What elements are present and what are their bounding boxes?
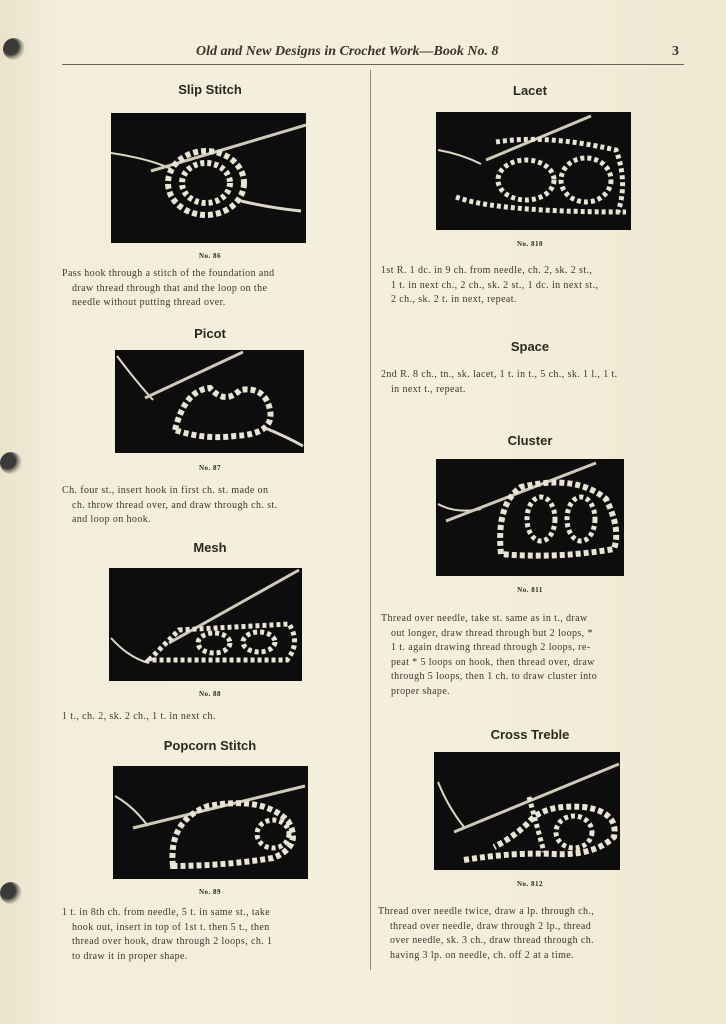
text-line: Thread over needle twice, draw a lp. through ch.,	[378, 906, 595, 917]
text-line: 2nd R. 8 ch., tn., sk. lacet, 1 t. in t., 5 ch., sk. 1 l., 1 t.	[381, 369, 618, 380]
text-line: Pass hook through a stitch of the foundation and	[62, 268, 275, 279]
page-number: 3	[672, 44, 679, 59]
heading-cross-treble: Cross Treble	[490, 727, 570, 742]
running-header: Old and New Designs in Crochet Work—Book No. 8	[196, 44, 499, 59]
text-line: draw thread through that and the loop on the	[72, 282, 268, 294]
text-line: hook out, insert in top of 1st t. then 5 t., then	[72, 921, 270, 933]
text-space	[381, 368, 683, 397]
heading-picot: Picot	[194, 326, 226, 341]
photo-popcorn-stitch	[113, 766, 308, 879]
text-cross-treble	[378, 905, 683, 963]
heading-lacet: Lacet	[513, 83, 547, 98]
text-line: through 5 loops, then 1 ch. to draw cluster into	[391, 671, 598, 682]
text-line: 1st R. 1 dc. in 9 ch. from needle, ch. 2, sk. 2 st.,	[381, 265, 593, 276]
text-line: 1 t., ch. 2, sk. 2 ch., 1 t. in next ch.	[62, 711, 216, 722]
text-cluster	[381, 612, 683, 699]
text-line: 1 t. again drawing thread through 2 loops, re-	[391, 642, 591, 653]
text-line: in next t., repeat.	[391, 383, 466, 395]
text-line: Thread over needle, take st. same as in t., draw	[381, 613, 588, 624]
text-line: proper shape.	[391, 685, 451, 697]
text-line: thread over needle, draw through 2 lp., thread	[390, 920, 592, 932]
photo-cluster	[436, 459, 624, 576]
caption-no-87: No. 87	[198, 464, 222, 472]
photo-cross-treble	[434, 752, 620, 870]
text-line: 1 t. in next ch., 2 ch., sk. 2 st., 1 dc. in next st.,	[391, 279, 599, 291]
text-line: 1 t. in 8th ch. from needle, 5 t. in same st., take	[62, 907, 271, 918]
caption-no-89: No. 89	[198, 888, 222, 896]
column-divider	[370, 70, 371, 970]
text-line: over needle, sk. 3 ch., draw thread through ch.	[390, 935, 595, 946]
text-lacet	[381, 264, 683, 308]
text-line: to draw it in proper shape.	[72, 950, 188, 962]
text-line: and loop on hook.	[72, 514, 152, 525]
binder-hole-bottom	[0, 882, 22, 904]
heading-slip-stitch: Slip Stitch	[178, 82, 242, 97]
caption-no-88: No. 88	[198, 690, 222, 698]
text-picot	[62, 484, 364, 528]
header-rule	[62, 64, 684, 65]
text-mesh	[62, 710, 364, 725]
text-slip-stitch	[62, 267, 364, 311]
caption-no-811: No. 811	[517, 586, 543, 594]
caption-no-810: No. 810	[516, 240, 544, 248]
photo-lacet	[436, 112, 631, 230]
heading-cluster: Cluster	[507, 433, 553, 448]
heading-popcorn-stitch: Popcorn Stitch	[163, 738, 257, 753]
caption-no-812: No. 812	[516, 880, 544, 888]
text-line: ch. throw thread over, and draw through ch. st.	[72, 499, 278, 511]
text-popcorn-stitch	[62, 906, 364, 964]
photo-slip-stitch	[111, 113, 306, 243]
photo-picot	[115, 350, 304, 453]
photo-mesh	[109, 568, 302, 681]
text-line: Ch. four st., insert hook in first ch. st. made on	[62, 485, 269, 496]
text-line: 2 ch., sk. 2 t. in next, repeat.	[391, 294, 517, 305]
binder-hole-middle	[0, 452, 22, 474]
text-line: peat * 5 loops on hook, then thread over, draw	[391, 656, 595, 668]
text-line: having 3 lp. on needle, ch. off 2 at a time.	[390, 949, 575, 961]
text-line: out longer, draw thread through but 2 loops, *	[391, 627, 593, 639]
caption-no-86: No. 86	[198, 252, 222, 260]
heading-mesh: Mesh	[193, 540, 227, 555]
text-line: thread over hook, draw through 2 loops, ch. 1	[72, 936, 273, 947]
binder-hole-top	[3, 38, 25, 60]
heading-space: Space	[510, 339, 550, 354]
text-line: needle without putting thread over.	[72, 297, 226, 308]
